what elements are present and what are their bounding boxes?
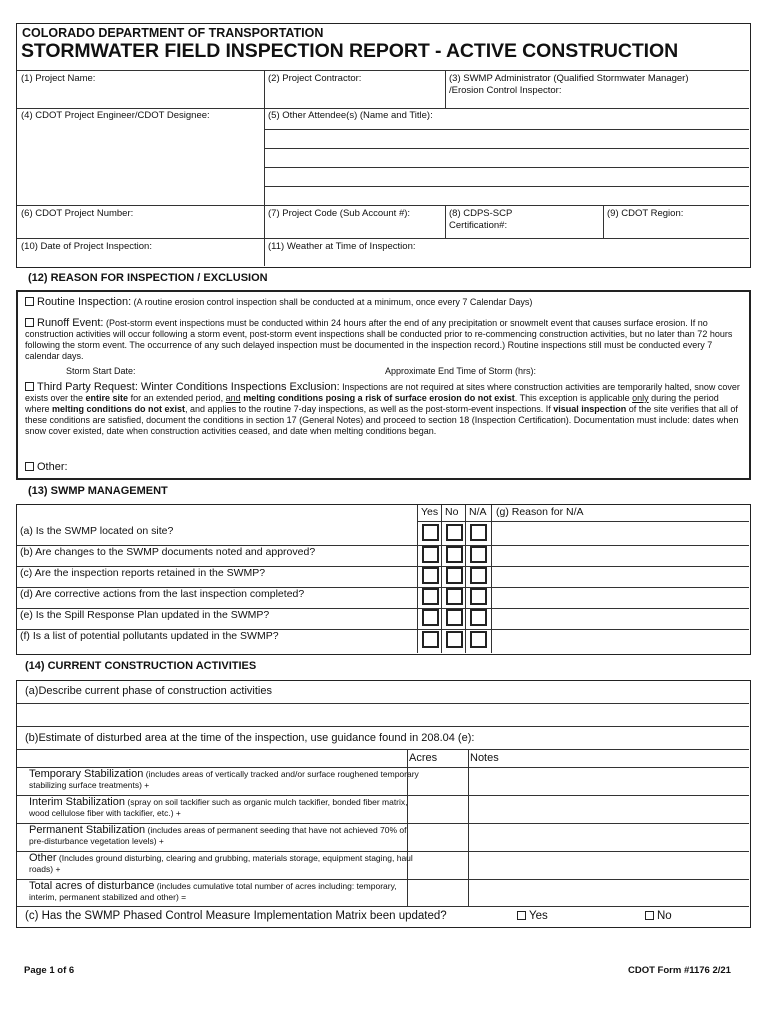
third-party-request-option[interactable]: Third Party Request: Winter Conditions Inspections Exclusion: Inspections are not required at sites where construction activities are temporarily halted, snow cover exists over the entire site for an extended period, and melting conditions posing a risk of surface erosion do not exist. This exception is applicable only during the period where melting conditions do not exist, and applies to the routine 7-day inspections, as well as the post-storm-event inspections. If visual inspection of the site verifies that all of these conditions are satisfied, document the conditions in section 17 (General Notes) and proceed to section 18 (Inspection Certification). Documentation must include: dates when snow cover existed, date when construction activities ceased, and date when melting conditions began. (25, 381, 740, 436)
col-yes: Yes (421, 506, 439, 518)
checkbox-b-no[interactable] (446, 546, 463, 563)
question-swmp-on-site: (a) Is the SWMP located on site? (20, 525, 174, 537)
reason-for-inspection-box (16, 290, 751, 480)
checkbox-b-na[interactable] (470, 546, 487, 563)
project-contractor-field[interactable]: (2) Project Contractor: (268, 73, 362, 84)
inspection-date-field[interactable]: (10) Date of Project Inspection: (21, 241, 152, 252)
checkbox-d-na[interactable] (470, 588, 487, 605)
checkbox-d-yes[interactable] (422, 588, 439, 605)
routine-inspection-option[interactable]: Routine Inspection: (A routine erosion control inspection shall be conducted at a minimum, once every 7 Calendar Days) (25, 297, 743, 308)
runoff-event-option[interactable]: Runoff Event: (Post-storm event inspections must be conducted within 24 hours after the end of any precipitation or snowmelt event that causes surface erosion. If no construction activities will occur following a storm event, post-storm event inspections shall be conducted prior to re-commencing construction activities, but no later than 72 hours following the storm event. The occurrence of any such delayed inspection must be documented in the inspection record.) Routine inspections still must be conducted every 7 calendar days. (25, 317, 733, 361)
storm-start-date-field[interactable]: Storm Start Date: (66, 366, 136, 376)
form-title: STORMWATER FIELD INSPECTION REPORT - ACTIVE CONSTRUCTION (21, 40, 679, 62)
matrix-updated-no-option[interactable]: No (645, 910, 672, 922)
storm-end-time-field[interactable]: Approximate End Time of Storm (hrs): (385, 366, 537, 376)
other-attendees-field[interactable]: (5) Other Attendee(s) (Name and Title): (268, 110, 433, 121)
runoff-event-checkbox[interactable] (25, 318, 34, 327)
checkbox-d-no[interactable] (446, 588, 463, 605)
section-14-title: (14) CURRENT CONSTRUCTION ACTIVITIES (25, 660, 257, 672)
checkbox-a-no[interactable] (446, 524, 463, 541)
matrix-updated-yes-checkbox[interactable] (517, 911, 526, 920)
checkbox-c-yes[interactable] (422, 567, 439, 584)
matrix-updated-question: (c) Has the SWMP Phased Control Measure Implementation Matrix been updated? (25, 910, 447, 922)
swmp-management-table (16, 504, 751, 655)
checkbox-a-na[interactable] (470, 524, 487, 541)
weather-field[interactable]: (11) Weather at Time of Inspection: (268, 241, 416, 252)
col-no: No (445, 506, 459, 518)
checkbox-b-yes[interactable] (422, 546, 439, 563)
other-reason-checkbox[interactable] (25, 462, 34, 471)
checkbox-a-yes[interactable] (422, 524, 439, 541)
other-reason-option[interactable]: Other: (25, 462, 743, 473)
project-code-field[interactable]: (7) Project Code (Sub Account #): (268, 208, 411, 219)
routine-inspection-checkbox[interactable] (25, 297, 34, 306)
disturbed-area-label: (b)Estimate of disturbed area at the time of the inspection, use guidance found in 208.04 (e): (25, 732, 475, 744)
row-other-disturbance: Other (Includes ground disturbing, clearing and grubbing, materials storage, equipment staging, haul roads) + (29, 852, 413, 874)
checkbox-c-no[interactable] (446, 567, 463, 584)
project-name-field[interactable]: (1) Project Name: (21, 73, 96, 84)
row-permanent-stabilization: Permanent Stabilization (includes areas of permanent seeding that have not achieved 70% of pre-disturbance vegetation levels) + (29, 824, 407, 846)
question-swmp-changes: (b) Are changes to the SWMP documents noted and approved? (20, 546, 316, 558)
form-number: CDOT Form #1176 2/21 (628, 965, 731, 976)
row-interim-stabilization: Interim Stabilization (spray on soil tackifier such as organic mulch tackifier, bonded fiber matrix, wood cellulose fiber with tackifier, etc.) + (29, 796, 408, 818)
checkbox-c-na[interactable] (470, 567, 487, 584)
question-spill-response: (e) Is the Spill Response Plan updated in the SWMP? (20, 609, 270, 621)
cdot-project-number-field[interactable]: (6) CDOT Project Number: (21, 208, 134, 219)
checkbox-f-no[interactable] (446, 631, 463, 648)
row-temporary-stabilization: Temporary Stabilization (includes areas of vertically tracked and/or surface roughened temporary stabilizing surface treatments) + (29, 768, 419, 790)
page-number: Page 1 of 6 (24, 965, 75, 976)
question-pollutants-list: (f) Is a list of potential pollutants updated in the SWMP? (20, 630, 279, 642)
construction-phase-field[interactable]: (a)Describe current phase of construction activities (25, 685, 272, 697)
question-reports-retained: (c) Are the inspection reports retained in the SWMP? (20, 567, 266, 579)
cdot-engineer-field[interactable]: (4) CDOT Project Engineer/CDOT Designee: (21, 110, 210, 121)
col-notes: Notes (470, 752, 499, 764)
department-name: COLORADO DEPARTMENT OF TRANSPORTATION (22, 26, 324, 40)
col-acres: Acres (409, 752, 438, 764)
checkbox-f-na[interactable] (470, 631, 487, 648)
row-total-acres: Total acres of disturbance (includes cumulative total number of acres including: temporary, interim, permanent stabilized and other) = (29, 880, 397, 902)
matrix-updated-yes-option[interactable]: Yes (517, 910, 548, 922)
checkbox-e-yes[interactable] (422, 609, 439, 626)
cdot-region-field[interactable]: (9) CDOT Region: (607, 208, 684, 219)
question-corrective-actions: (d) Are corrective actions from the last inspection completed? (20, 588, 305, 600)
project-info-header (16, 23, 751, 268)
third-party-request-checkbox[interactable] (25, 382, 34, 391)
col-na: N/A (469, 506, 487, 518)
col-reason-for-na: (g) Reason for N/A (496, 506, 584, 518)
checkbox-e-na[interactable] (470, 609, 487, 626)
swmp-administrator-field[interactable]: (3) SWMP Administrator (Qualified Stormwater Manager) /Erosion Control Inspector: (449, 73, 689, 96)
section-13-title: (13) SWMP MANAGEMENT (28, 485, 168, 497)
checkbox-f-yes[interactable] (422, 631, 439, 648)
section-12-title: (12) REASON FOR INSPECTION / EXCLUSION (28, 272, 268, 284)
matrix-updated-no-checkbox[interactable] (645, 911, 654, 920)
checkbox-e-no[interactable] (446, 609, 463, 626)
cdps-scp-certification-field[interactable]: (8) CDPS-SCP Certification#: (449, 208, 513, 231)
construction-activities-box (16, 680, 751, 928)
